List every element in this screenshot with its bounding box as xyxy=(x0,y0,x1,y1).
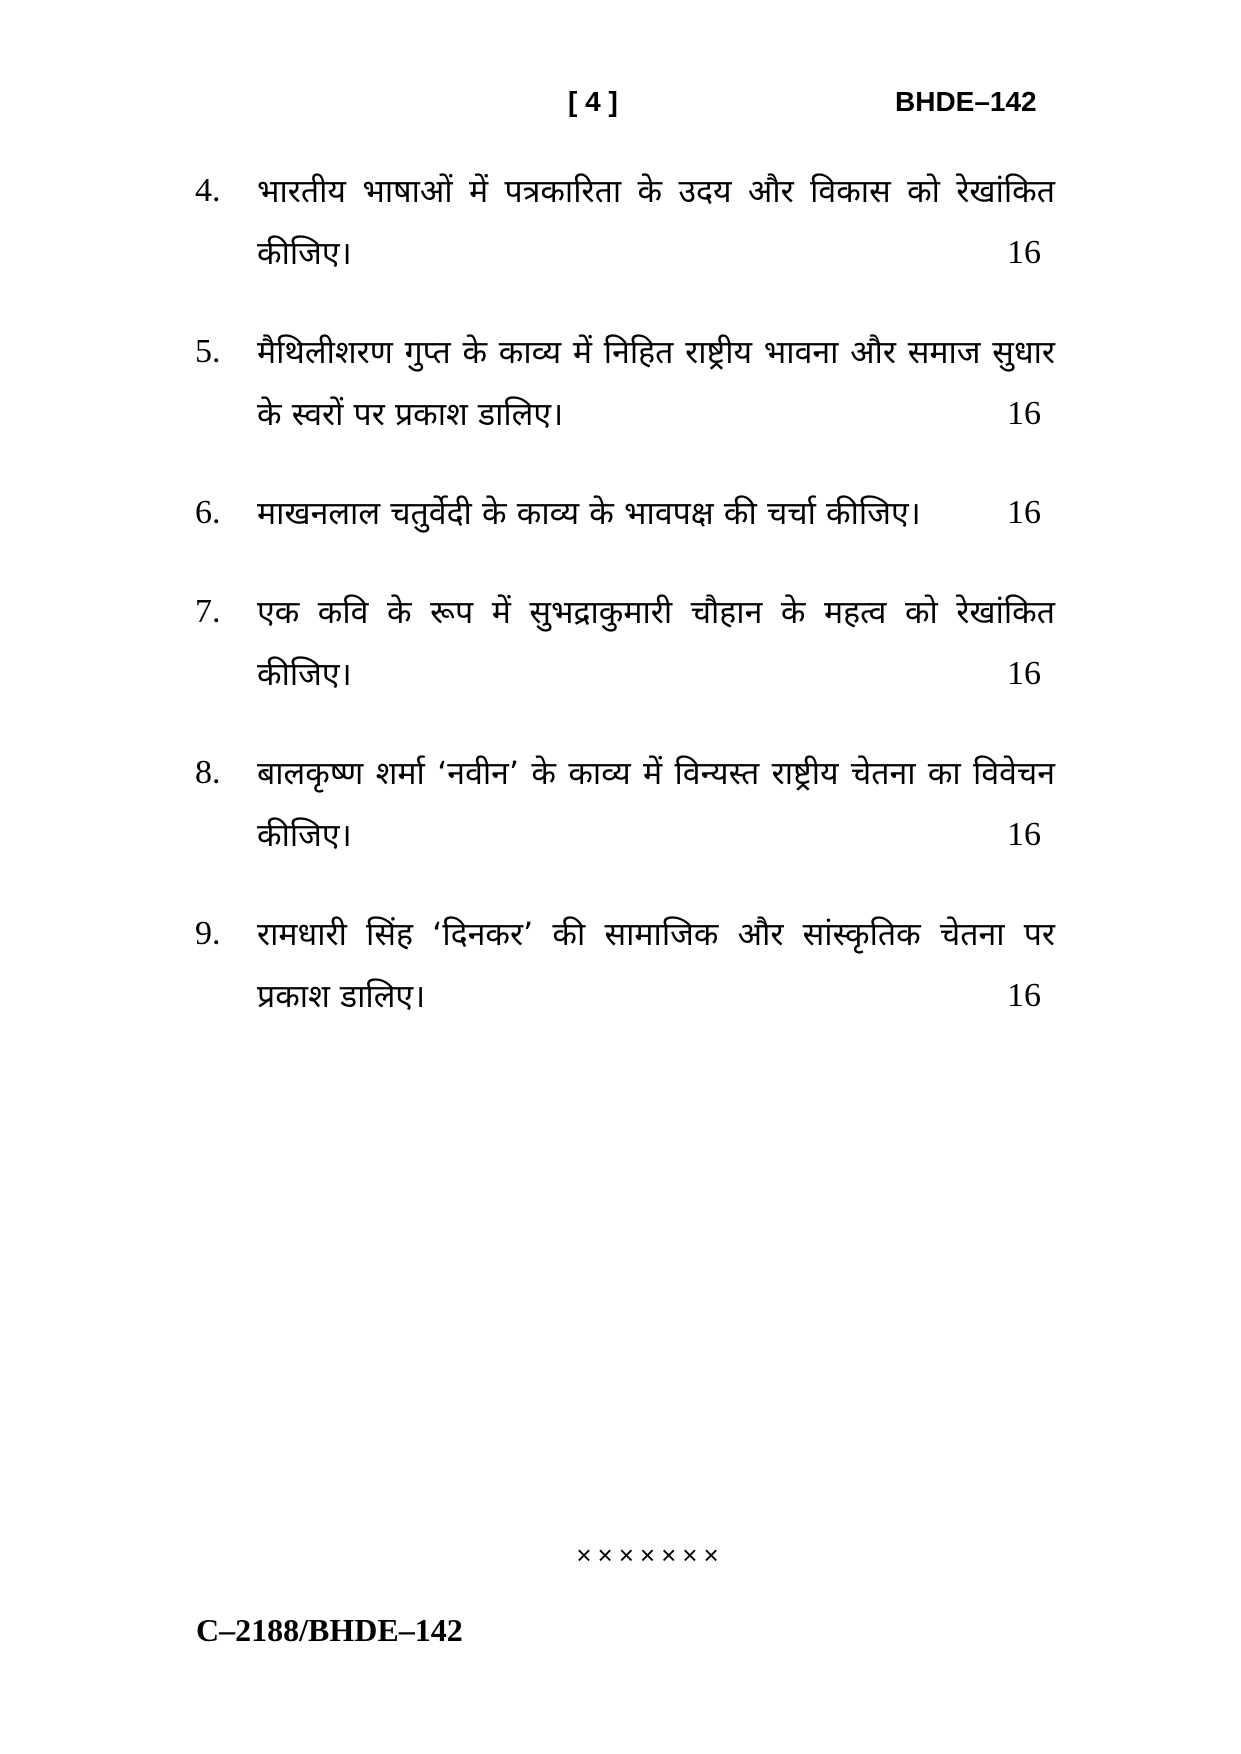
question-marks: 16 xyxy=(1007,977,1041,1014)
question-text: एक कवि के रूप में सुभद्राकुमारी चौहान के महत्व को रेखांकित कीजिए। xyxy=(257,593,1055,693)
question-number: 5. xyxy=(195,333,221,370)
question-text: मैथिलीशरण गुप्त के काव्य में निहित राष्ट्रीय भावना और समाज सुधार के स्वरों पर प्रकाश डालिए। xyxy=(257,333,1055,433)
question-marks: 16 xyxy=(1007,234,1041,271)
paper-code: BHDE–142 xyxy=(895,86,1037,117)
end-of-paper-mark: ××××××× xyxy=(576,1540,725,1570)
footer-paper-code: C–2188/BHDE–142 xyxy=(196,1612,463,1648)
question-marks: 16 xyxy=(1007,655,1041,692)
page-header xyxy=(0,86,1241,126)
question-item xyxy=(195,160,1055,284)
question-number: 8. xyxy=(195,754,221,791)
question-number: 9. xyxy=(195,915,221,952)
question-marks: 16 xyxy=(1007,816,1041,853)
question-text: बालकृष्ण शर्मा ‘नवीन’ के काव्य में विन्यस्त राष्ट्रीय चेतना का विवेचन कीजिए। xyxy=(257,754,1055,854)
question-number: 4. xyxy=(195,172,221,209)
question-list xyxy=(195,160,1055,1064)
question-marks: 16 xyxy=(1007,494,1041,531)
question-text: माखनलाल चतुर्वेदी के काव्य के भावपक्ष की चर्चा कीजिए। xyxy=(257,494,921,532)
question-item xyxy=(195,903,1055,1027)
question-item xyxy=(195,581,1055,705)
question-text: रामधारी सिंह ‘दिनकर’ की सामाजिक और सांस्कृतिक चेतना पर प्रकाश डालिए। xyxy=(257,915,1055,1015)
question-text: भारतीय भाषाओं में पत्रकारिता के उदय और विकास को रेखांकित कीजिए। xyxy=(257,172,1055,272)
question-item xyxy=(195,742,1055,866)
question-number: 7. xyxy=(195,593,221,630)
page-number: [ 4 ] xyxy=(568,86,618,117)
question-item xyxy=(195,321,1055,445)
question-item xyxy=(195,482,1055,544)
question-marks: 16 xyxy=(1007,395,1041,432)
question-number: 6. xyxy=(195,494,221,531)
